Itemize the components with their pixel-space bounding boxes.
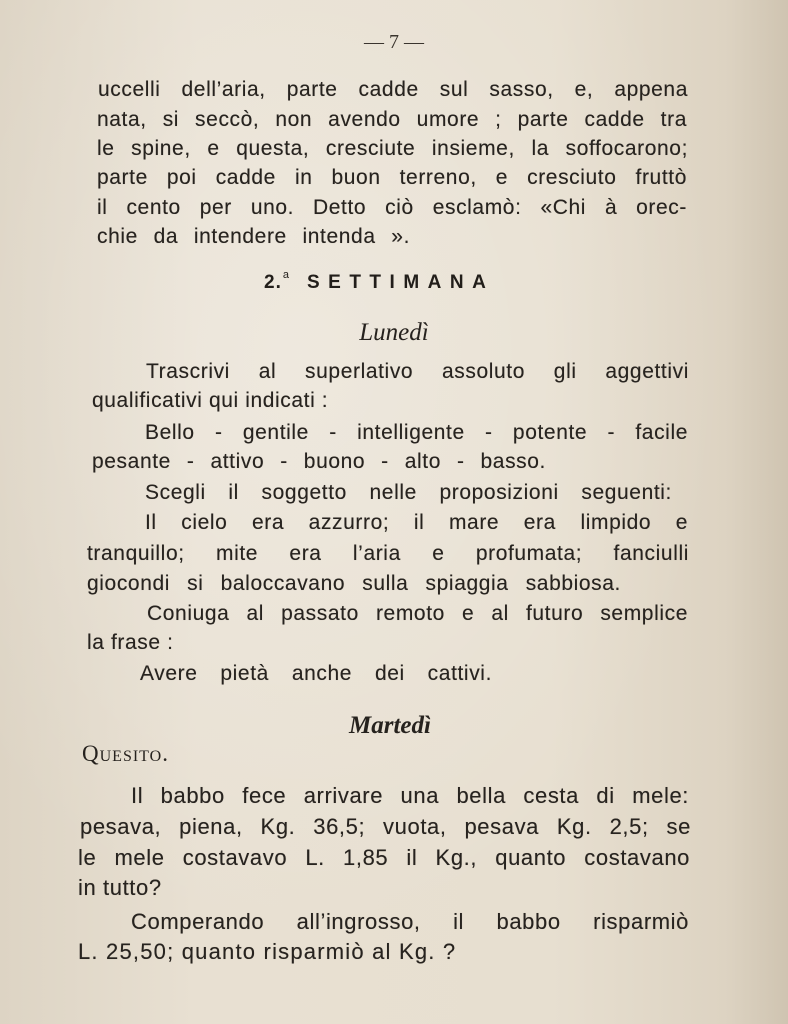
section-number-superscript: a (282, 269, 289, 281)
section-heading (264, 269, 495, 300)
text-line: Coniuga al passato remoto e al futuro semplice (147, 602, 688, 625)
text-line: Comperando all’ingrosso, il babbo risparmiò (131, 909, 689, 934)
text-line: Trascrivi al superlativo assoluto gli aggettivi (146, 360, 689, 383)
text-line: pesante - attivo - buono - alto - basso. (92, 450, 546, 473)
text-line: Il cielo era azzurro; il mare era limpido e (145, 511, 688, 534)
text-line: chie da intendere intenda ». (97, 225, 410, 248)
text-line: uccelli dell’aria, parte cadde sul sasso, e, appena (98, 78, 688, 101)
tuesday-heading: Martedì (349, 712, 431, 739)
text-line: Avere pietà anche dei cattivi. (140, 662, 492, 685)
text-line: tranquillo; mite era l’aria e profumata; fanciulli (87, 542, 689, 565)
page-number: — 7 — (364, 31, 424, 53)
text-line: giocondi si baloccavano sulla spiaggia sabbiosa. (87, 572, 621, 595)
section-number: 2. (264, 272, 282, 293)
text-line: Scegli il soggetto nelle proposizioni seguenti: (145, 481, 672, 504)
problem-label: Quesito. (82, 741, 169, 766)
text-line: il cento per uno. Detto ciò esclamò: «Chi à orec- (97, 196, 687, 219)
monday-heading: Lunedì (359, 319, 429, 346)
text-line: in tutto? (78, 875, 162, 900)
text-line: nata, si seccò, non avendo umore ; parte cadde tra (97, 108, 687, 131)
text-line: Bello - gentile - intelligente - potente - facile (145, 421, 688, 444)
section-title: SETTIMANA (306, 272, 495, 293)
text-line: le spine, e questa, cresciute insieme, la soffocarono; (97, 137, 688, 160)
text-line: Il babbo fece arrivare una bella cesta di mele: (131, 783, 689, 808)
text-line: la frase : (87, 631, 174, 654)
text-line: pesava, piena, Kg. 36,5; vuota, pesava Kg. 2,5; se (80, 814, 691, 839)
text-line: L. 25,50; quanto risparmiò al Kg. ? (78, 939, 457, 964)
text-line: qualificativi qui indicati : (92, 389, 329, 412)
text-line: le mele costavavo L. 1,85 il Kg., quanto costavano (78, 845, 690, 870)
text-line: parte poi cadde in buon terreno, e cresciuto fruttò (97, 166, 687, 189)
